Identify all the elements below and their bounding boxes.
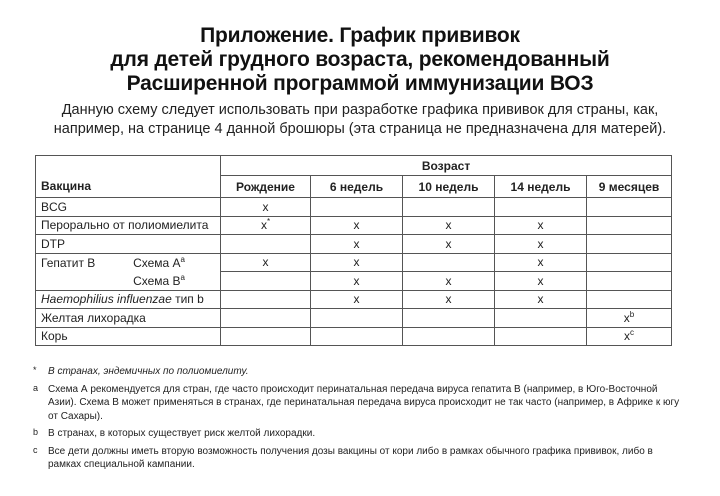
vaccine-name: Желтая лихорадка (36, 309, 221, 328)
dose-mark: x (311, 290, 403, 309)
dose-mark (587, 290, 672, 309)
dose-mark (403, 327, 495, 346)
vaccine-header: Вакцина (36, 176, 221, 198)
age-column-header: 6 недель (311, 176, 403, 198)
title-line-2: для детей грудного возраста, рекомендованный (110, 48, 610, 71)
dose-mark (495, 198, 587, 217)
vaccine-name: Корь (36, 327, 221, 346)
footnote-text: Схема А рекомендуется для стран, где часто происходит перинатальная передача вируса гепатита В (например, в Юго-Восточной Азии). Схема В может применяться в странах, где перинатальная передача вируса происходит не так часто (например, в Африке к югу от Сахары). (48, 383, 680, 422)
dose-mark: x (311, 253, 403, 272)
footnote (33, 445, 688, 472)
header-blank-cell (36, 156, 221, 176)
dose-mark: x (403, 290, 495, 309)
table-row (36, 290, 672, 309)
title-line-1: Приложение. График прививок (200, 24, 520, 47)
dose-mark (311, 327, 403, 346)
scheme-label (133, 274, 185, 288)
dose-mark: x (221, 198, 311, 217)
dose-mark: x (495, 253, 587, 272)
dose-mark (403, 198, 495, 217)
footnote-marker: c (33, 444, 38, 455)
intro-line-1: Данную схему следует использовать при разработке графика прививок для страны, как, (61, 102, 659, 118)
table-header-row-age (36, 156, 672, 176)
dose-mark (587, 253, 672, 272)
dose-mark (587, 327, 672, 346)
scheme-label-text: Схема А (133, 255, 181, 270)
dose-mark-value: x (623, 310, 630, 325)
age-column-header: 9 месяцев (587, 176, 672, 198)
dose-mark (587, 235, 672, 254)
dose-mark: x (495, 290, 587, 309)
dose-mark: x (221, 253, 311, 272)
footnote-ref: * (266, 217, 271, 227)
footnote-ref: a (180, 254, 185, 264)
dose-mark: x (311, 216, 403, 235)
vaccine-name-italic: Haemophilius influenzae (41, 292, 172, 307)
footnote-text: В странах, эндемичных по полиомиелиту. (48, 366, 249, 377)
dose-mark (221, 235, 311, 254)
footnote-marker: b (33, 427, 39, 437)
table-row (36, 253, 672, 272)
table-row (36, 272, 672, 291)
dose-mark-value: x (260, 218, 267, 233)
dose-mark (311, 198, 403, 217)
dose-mark (221, 327, 311, 346)
intro-text (0, 101, 720, 138)
dose-mark (221, 290, 311, 309)
vaccination-schedule-table (35, 155, 672, 346)
footnote (33, 365, 688, 379)
footnote-marker: * (33, 365, 37, 375)
footnotes (33, 365, 688, 476)
footnote-text: Все дети должны иметь вторую возможность получения дозы вакцины от кори либо в рамках обычного графика прививок, либо в рамках специальной кампании. (48, 445, 653, 470)
dose-mark (221, 309, 311, 328)
age-column-header: Рождение (221, 176, 311, 198)
dose-mark: x (403, 272, 495, 291)
table-row (36, 309, 672, 328)
vaccine-name: Перорально от полиомиелита (36, 216, 221, 235)
intro-line-2: например, на странице 4 данной брошюры (эта страница не предназначена для матерей). (53, 120, 667, 137)
footnote-ref: a (180, 272, 185, 282)
dose-mark: x (311, 235, 403, 254)
dose-mark (221, 272, 311, 291)
dose-mark: x (495, 235, 587, 254)
footnote (33, 427, 688, 441)
footnote-ref: b (629, 309, 635, 319)
footnote (33, 383, 688, 424)
dose-mark: x (403, 216, 495, 235)
dose-mark (587, 272, 672, 291)
dose-mark (495, 309, 587, 328)
vaccine-name-suffix: тип b (171, 292, 204, 307)
dose-mark (311, 309, 403, 328)
table-row (36, 198, 672, 217)
page-title (0, 24, 720, 96)
table-row (36, 216, 672, 235)
dose-mark (403, 309, 495, 328)
dose-mark: x (495, 216, 587, 235)
dose-mark (587, 198, 672, 217)
vaccine-name-text: Гепатит B (41, 255, 96, 270)
table-row (36, 327, 672, 346)
scheme-label (133, 256, 185, 270)
dose-mark: x (403, 235, 495, 254)
dose-mark (587, 309, 672, 328)
age-column-header: 14 недель (495, 176, 587, 198)
footnote-ref: c (630, 328, 635, 338)
table-row (36, 235, 672, 254)
footnote-text: В странах, в которых существует риск желтой лихорадки. (48, 428, 316, 439)
age-header: Возраст (221, 156, 672, 176)
vaccine-name (36, 272, 221, 291)
vaccine-name (36, 253, 221, 272)
dose-mark (495, 327, 587, 346)
dose-mark (221, 216, 311, 235)
vaccine-name: DTP (36, 235, 221, 254)
vaccine-name: BCG (36, 198, 221, 217)
dose-mark (403, 253, 495, 272)
dose-mark: x (495, 272, 587, 291)
dose-mark: x (311, 272, 403, 291)
dose-mark-value: x (624, 329, 631, 344)
vaccine-name (36, 290, 221, 309)
age-column-header: 10 недель (403, 176, 495, 198)
scheme-label-text: Схема В (133, 273, 181, 288)
table-header-row-columns (36, 176, 672, 198)
footnote-marker: a (33, 382, 39, 393)
title-line-3: Расширенной программой иммунизации ВОЗ (126, 72, 594, 95)
dose-mark (587, 216, 672, 235)
